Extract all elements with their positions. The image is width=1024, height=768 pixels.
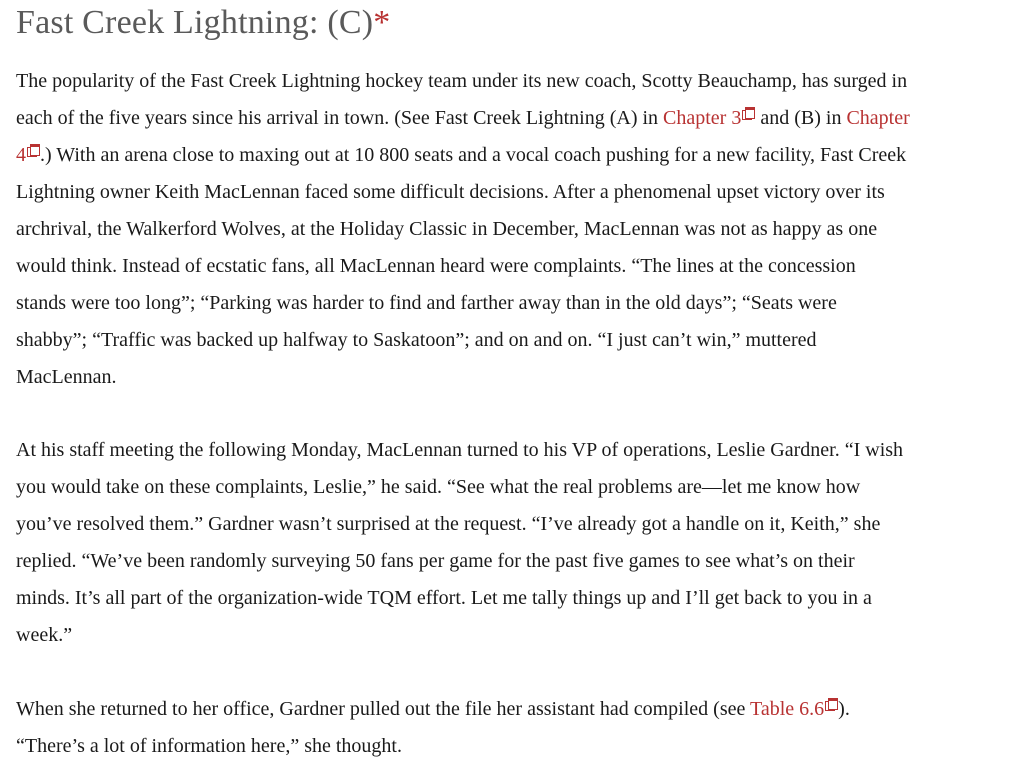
text-fragment: and (B) in xyxy=(755,107,847,129)
text-line xyxy=(16,137,1024,174)
title-text: Fast Creek Lightning: (C) xyxy=(16,4,374,41)
external-link-icon xyxy=(825,698,838,711)
text-line: shabby”; “Traffic was backed up halfway to Saskatoon”; and on and on. “I just can’t win,” muttered xyxy=(16,329,817,351)
text-line: At his staff meeting the following Monday, MacLennan turned to his VP of operations, Leslie Gardner. “I wish xyxy=(16,439,904,461)
text-line: “There’s a lot of information here,” she thought. xyxy=(16,735,402,757)
text-fragment: When she returned to her office, Gardner pulled out the file her assistant had compiled (see xyxy=(16,698,751,720)
external-link-icon xyxy=(27,144,40,157)
page-title xyxy=(16,0,390,46)
paragraph-1 xyxy=(16,63,1024,396)
text-line: archrival, the Walkerford Wolves, at the Holiday Classic in December, MacLennan was not as happy as one xyxy=(16,218,878,240)
chapter-4-link-part1[interactable]: Chapter xyxy=(846,107,910,129)
text-fragment: .) With an arena close to maxing out at 10 800 seats and a vocal coach pushing for a new facility, Fast Creek xyxy=(40,144,907,166)
text-line: The popularity of the Fast Creek Lightning hockey team under its new coach, Scotty Beauchamp, has surged in xyxy=(16,70,908,92)
paragraph-3 xyxy=(16,691,1024,765)
text-line xyxy=(16,100,1024,137)
chapter-4-link-part2[interactable]: 4 xyxy=(16,144,40,166)
title-footnote-marker[interactable]: * xyxy=(373,4,391,41)
text-line: you’ve resolved them.” Gardner wasn’t surprised at the request. “I’ve already got a handle on it, Keith,” she xyxy=(16,513,881,535)
text-fragment: ). xyxy=(838,698,850,720)
text-line: Lightning owner Keith MacLennan faced some difficult decisions. After a phenomenal upset victory over its xyxy=(16,181,885,203)
external-link-icon xyxy=(742,107,755,120)
text-fragment: each of the five years since his arrival in town. (See Fast Creek Lightning (A) in xyxy=(16,107,664,129)
text-line: stands were too long”; “Parking was harder to find and farther away than in the old days”; “Seats were xyxy=(16,292,837,314)
text-line: replied. “We’ve been randomly surveying 50 fans per game for the past five games to see what’s on their xyxy=(16,550,855,572)
text-line: week.” xyxy=(16,624,73,646)
text-line: would think. Instead of ecstatic fans, all MacLennan heard were complaints. “The lines at the concession xyxy=(16,255,856,277)
table-6-6-link[interactable]: Table 6.6 xyxy=(750,698,838,720)
text-line: MacLennan. xyxy=(16,366,117,388)
chapter-3-link[interactable]: Chapter 3 xyxy=(663,107,755,129)
text-line: minds. It’s all part of the organization-wide TQM effort. Let me tally things up and I’ll get back to you in a xyxy=(16,587,872,609)
paragraph-2 xyxy=(16,432,1024,654)
text-line: you would take on these complaints, Leslie,” he said. “See what the real problems are—let me know how xyxy=(16,476,861,498)
text-line xyxy=(16,691,1024,728)
